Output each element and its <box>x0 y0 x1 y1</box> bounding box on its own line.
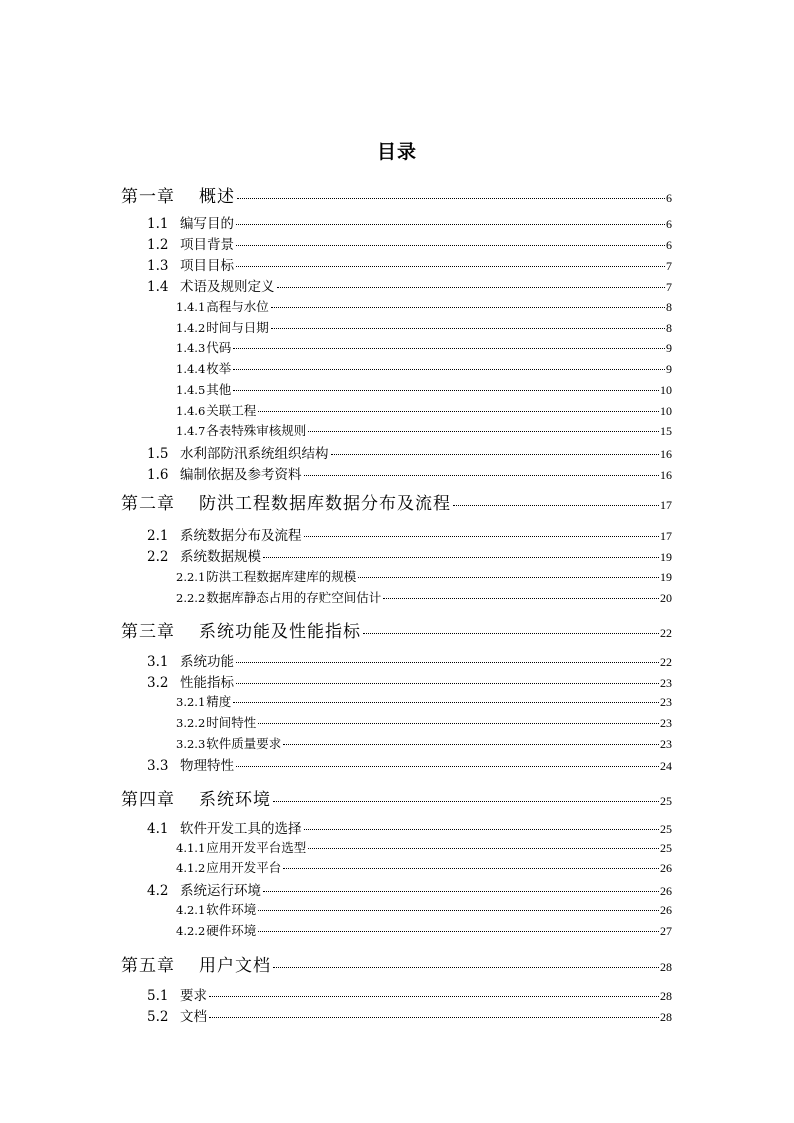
toc-entry[interactable] <box>176 567 672 584</box>
toc-entry-page-number: 23 <box>660 716 672 730</box>
toc-entry-title: 用户文档 <box>199 956 271 976</box>
toc-entry[interactable] <box>176 838 672 855</box>
toc-entry-number: 4.2.1 <box>176 903 206 917</box>
toc-entry[interactable] <box>121 951 672 976</box>
toc-entry-title: 数据库静态占用的存贮空间估计 <box>206 590 382 605</box>
toc-entry-number: 4.2 <box>147 883 169 899</box>
dot-leader <box>236 683 659 684</box>
toc-entry-number: 第五章 <box>121 956 175 976</box>
toc-entry-number: 1.4.1 <box>176 300 206 314</box>
toc-entry-page-number: 20 <box>660 591 672 605</box>
dot-leader <box>236 662 659 663</box>
toc-entry-page-number: 26 <box>660 903 672 917</box>
toc-entry-number: 1.4.2 <box>176 321 206 335</box>
dot-leader <box>258 723 659 724</box>
toc-entry-title: 系统功能 <box>180 654 234 670</box>
toc-entry-title: 编制依据及参考资料 <box>180 467 302 483</box>
toc-entry[interactable] <box>147 254 672 272</box>
toc-entry-number: 1.4.6 <box>176 404 206 418</box>
dot-leader <box>304 475 660 476</box>
toc-entry-number: 5.1 <box>147 988 169 1004</box>
dot-leader <box>236 266 665 267</box>
toc-entry-page-number: 6 <box>666 217 672 231</box>
dot-leader <box>258 910 659 911</box>
dot-leader <box>453 505 659 506</box>
toc-entry-page-number: 25 <box>660 822 672 836</box>
dot-leader <box>209 1017 659 1018</box>
toc-entry-number: 第四章 <box>121 790 175 810</box>
toc-entry[interactable] <box>147 233 672 251</box>
dot-leader <box>273 967 659 968</box>
dot-leader <box>233 348 665 349</box>
toc-entry-title: 高程与水位 <box>206 299 269 314</box>
toc-entry-title: 防洪工程数据库数据分布及流程 <box>199 494 451 514</box>
toc-entry-title: 编写目的 <box>180 216 234 232</box>
toc-entry-number: 1.3 <box>147 258 169 274</box>
toc-entry-title: 软件开发工具的选择 <box>180 821 302 837</box>
toc-entry-page-number: 23 <box>660 676 672 690</box>
toc-entry-title: 性能指标 <box>180 675 234 691</box>
dot-leader <box>236 245 665 246</box>
dot-leader <box>263 557 659 558</box>
toc-entry-page-number: 9 <box>666 362 672 376</box>
toc-entry[interactable] <box>176 858 672 875</box>
toc-entry-title: 水利部防汛系统组织结构 <box>180 446 329 462</box>
toc-entry-title: 系统运行环境 <box>180 883 261 899</box>
dot-leader <box>271 328 665 329</box>
dot-leader <box>283 868 659 869</box>
toc-entry-title: 系统数据分布及流程 <box>180 528 302 544</box>
dot-leader <box>358 577 659 578</box>
toc-entry-title: 硬件环境 <box>206 923 257 938</box>
dot-leader <box>277 287 666 288</box>
dot-leader <box>283 744 659 745</box>
toc-entry-page-number: 19 <box>660 570 672 584</box>
toc-entry-title: 概述 <box>199 187 235 207</box>
toc-entry-page-number: 16 <box>660 468 672 482</box>
toc-entry[interactable] <box>121 617 672 642</box>
dot-leader <box>308 431 659 432</box>
toc-entry-page-number: 24 <box>660 759 672 773</box>
toc-entry-title: 应用开发平台选型 <box>206 840 307 855</box>
toc-entry-page-number: 28 <box>660 989 672 1003</box>
toc-entry-number: 1.6 <box>147 467 169 483</box>
toc-entry[interactable] <box>147 275 672 293</box>
toc-entry-page-number: 26 <box>660 861 672 875</box>
toc-entry-title: 项目背景 <box>180 237 234 253</box>
toc-entry-title: 时间与日期 <box>206 320 269 335</box>
dot-leader <box>258 411 659 412</box>
toc-entry-page-number: 22 <box>660 626 672 640</box>
dot-leader <box>273 801 659 802</box>
toc-entry-title: 系统环境 <box>199 790 271 810</box>
toc-entry-number: 2.2.2 <box>176 591 206 605</box>
toc-entry[interactable] <box>121 489 672 514</box>
toc-entry[interactable] <box>176 297 672 314</box>
dot-leader <box>233 702 659 703</box>
toc-entry[interactable] <box>147 754 672 772</box>
dot-leader <box>271 307 665 308</box>
toc-entry-page-number: 23 <box>660 737 672 751</box>
toc-entry-number: 2.2.1 <box>176 570 206 584</box>
toc-entry-number: 1.4 <box>147 279 169 295</box>
toc-entry-number: 4.1.2 <box>176 861 206 875</box>
toc-entry-number: 2.2 <box>147 549 169 565</box>
dot-leader <box>233 390 659 391</box>
toc-entry[interactable] <box>121 182 672 207</box>
toc-entry-title: 其他 <box>206 382 232 397</box>
toc-entry-number: 3.2.1 <box>176 695 206 709</box>
toc-entry-number: 4.1 <box>147 821 169 837</box>
dot-leader <box>236 224 665 225</box>
toc-entry[interactable] <box>121 785 672 810</box>
toc-entry[interactable] <box>147 671 672 689</box>
toc-entry[interactable] <box>176 734 672 751</box>
toc-entry-number: 1.2 <box>147 237 169 253</box>
dot-leader <box>233 369 665 370</box>
toc-entry[interactable] <box>176 713 672 730</box>
dot-leader <box>304 536 660 537</box>
dot-leader <box>363 633 659 634</box>
toc-entry-number: 3.2.2 <box>176 716 206 730</box>
toc-entry-number: 第一章 <box>121 187 175 207</box>
toc-entry[interactable] <box>147 212 672 230</box>
toc-entry[interactable] <box>176 692 672 709</box>
toc-entry[interactable] <box>147 984 672 1002</box>
toc-entry-page-number: 10 <box>660 383 672 397</box>
toc-entry-number: 3.3 <box>147 758 169 774</box>
toc-entry-number: 第三章 <box>121 622 175 642</box>
toc-entry[interactable] <box>176 401 672 418</box>
toc-entry-page-number: 10 <box>660 404 672 418</box>
toc-entry-number: 1.1 <box>147 216 169 232</box>
toc-entry-page-number: 19 <box>660 550 672 564</box>
toc-entry-page-number: 6 <box>666 238 672 252</box>
toc-entry-page-number: 15 <box>660 424 672 438</box>
toc-entry-page-number: 7 <box>666 280 672 294</box>
toc-entry[interactable] <box>147 650 672 668</box>
toc-entry-number: 1.4.5 <box>176 383 206 397</box>
toc-entry-title: 应用开发平台 <box>206 860 282 875</box>
toc-entry[interactable] <box>176 359 672 376</box>
toc-entry-title: 关联工程 <box>206 403 257 418</box>
toc-entry[interactable] <box>176 588 672 605</box>
toc-entry[interactable] <box>147 463 672 481</box>
toc-entry-title: 系统数据规模 <box>180 549 261 565</box>
dot-leader <box>308 848 659 849</box>
toc-entry-number: 4.2.2 <box>176 924 206 938</box>
toc-entry-page-number: 7 <box>666 259 672 273</box>
toc-entry-page-number: 28 <box>660 960 672 974</box>
toc-entry-number: 3.2.3 <box>176 737 206 751</box>
toc-entry[interactable] <box>176 921 672 938</box>
toc-entry-number: 5.2 <box>147 1009 169 1025</box>
toc-entry-page-number: 16 <box>660 447 672 461</box>
page-title: 目录 <box>376 141 417 163</box>
toc-entry-title: 防洪工程数据库建库的规模 <box>206 569 357 584</box>
toc-entry[interactable] <box>147 545 672 563</box>
toc-entry-title: 软件环境 <box>206 902 257 917</box>
toc-entry-number: 第二章 <box>121 494 175 514</box>
toc-entry-page-number: 17 <box>660 529 672 543</box>
toc-entry-number: 1.4.7 <box>176 424 206 438</box>
toc-entry-number: 1.4.4 <box>176 362 206 376</box>
toc-entry-title: 文档 <box>180 1009 207 1025</box>
toc-entry-title: 枚举 <box>206 361 232 376</box>
toc-entry-title: 要求 <box>180 988 207 1004</box>
toc-entry-page-number: 8 <box>666 300 672 314</box>
toc-entry[interactable] <box>147 817 672 835</box>
toc-entry-page-number: 6 <box>666 191 672 205</box>
toc-entry-page-number: 8 <box>666 321 672 335</box>
toc-entry-title: 软件质量要求 <box>206 736 282 751</box>
toc-entry-title: 各表特殊审核规则 <box>206 423 307 438</box>
dot-leader <box>258 931 659 932</box>
toc-entry-title: 项目目标 <box>180 258 234 274</box>
toc-entry-page-number: 27 <box>660 924 672 938</box>
dot-leader <box>304 829 660 830</box>
toc-entry-page-number: 23 <box>660 695 672 709</box>
toc-entry-page-number: 28 <box>660 1010 672 1024</box>
toc-entry-number: 1.5 <box>147 446 169 462</box>
toc-entry[interactable] <box>176 900 672 917</box>
toc-entry-title: 精度 <box>206 694 232 709</box>
toc-entry-page-number: 25 <box>660 794 672 808</box>
toc-entry-page-number: 9 <box>666 341 672 355</box>
toc-entry-number: 4.1.1 <box>176 841 206 855</box>
dot-leader <box>383 598 659 599</box>
toc-entry-page-number: 22 <box>660 655 672 669</box>
toc-entry-title: 系统功能及性能指标 <box>199 622 361 642</box>
toc-entry-title: 时间特性 <box>206 715 257 730</box>
toc-entry[interactable] <box>147 442 672 460</box>
toc-entry-title: 物理特性 <box>180 758 234 774</box>
toc-entry[interactable] <box>176 421 672 438</box>
toc-entry-title: 代码 <box>206 340 232 355</box>
dot-leader <box>263 891 659 892</box>
dot-leader <box>237 198 665 199</box>
toc-entry-title: 术语及规则定义 <box>180 279 275 295</box>
toc-entry-number: 2.1 <box>147 528 169 544</box>
toc-entry-page-number: 25 <box>660 841 672 855</box>
toc-entry[interactable] <box>176 318 672 335</box>
toc-entry-number: 3.2 <box>147 675 169 691</box>
dot-leader <box>331 454 660 455</box>
toc-entry-number: 3.1 <box>147 654 169 670</box>
toc-entry[interactable] <box>176 380 672 397</box>
toc-entry-page-number: 17 <box>660 498 672 512</box>
dot-leader <box>209 996 659 997</box>
toc-entry-number: 1.4.3 <box>176 341 206 355</box>
toc-entry[interactable] <box>147 524 672 542</box>
toc-entry[interactable] <box>147 879 672 897</box>
toc-entry-page-number: 26 <box>660 884 672 898</box>
toc-entry[interactable] <box>176 338 672 355</box>
toc-entry[interactable] <box>147 1005 672 1023</box>
dot-leader <box>236 766 659 767</box>
